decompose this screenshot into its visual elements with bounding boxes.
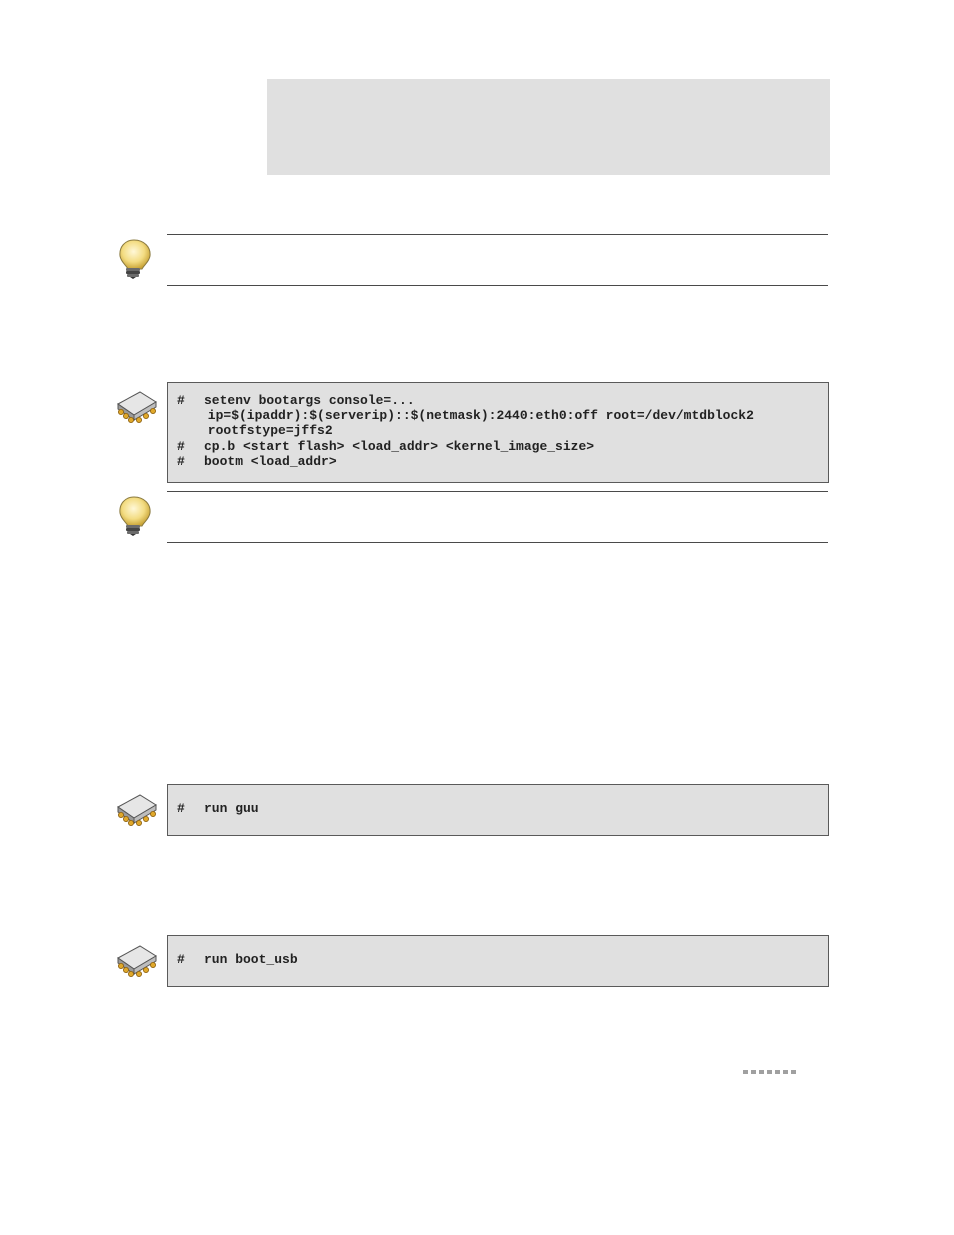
code-line-text: ip=$(ipaddr):$(serverip)::$(netmask):2440:eth0:off root=/dev/mtdblock2 [200, 408, 754, 423]
code-block-bootargs [167, 382, 829, 483]
code-prompt: # [177, 393, 185, 408]
tip-rule-bottom [167, 542, 828, 543]
shaded-note-box [267, 79, 830, 175]
code-block-run-guu [167, 784, 829, 836]
lightbulb-icon [114, 495, 154, 537]
chip-icon [114, 791, 160, 829]
code-line-text: bootm <load_addr> [204, 454, 337, 469]
code-line-text: run guu [204, 801, 259, 816]
lightbulb-icon [114, 238, 154, 280]
code-line-text: rootfstype=jffs2 [200, 423, 333, 438]
chip-icon [114, 942, 160, 980]
dotted-marker [743, 1070, 796, 1074]
code-line-text: run boot_usb [204, 952, 298, 967]
tip-rule-top [167, 491, 828, 492]
code-prompt: # [177, 801, 185, 816]
code-line-text: cp.b <start flash> <load_addr> <kernel_image_size> [204, 439, 595, 454]
code-prompt: # [177, 952, 185, 967]
code-block-run-boot-usb [167, 935, 829, 987]
code-prompt: # [177, 454, 185, 469]
code-prompt: # [177, 439, 185, 454]
chip-icon [114, 388, 160, 426]
tip-rule-top [167, 234, 828, 235]
code-line-text: setenv bootargs console=... [204, 393, 415, 408]
tip-rule-bottom [167, 285, 828, 286]
